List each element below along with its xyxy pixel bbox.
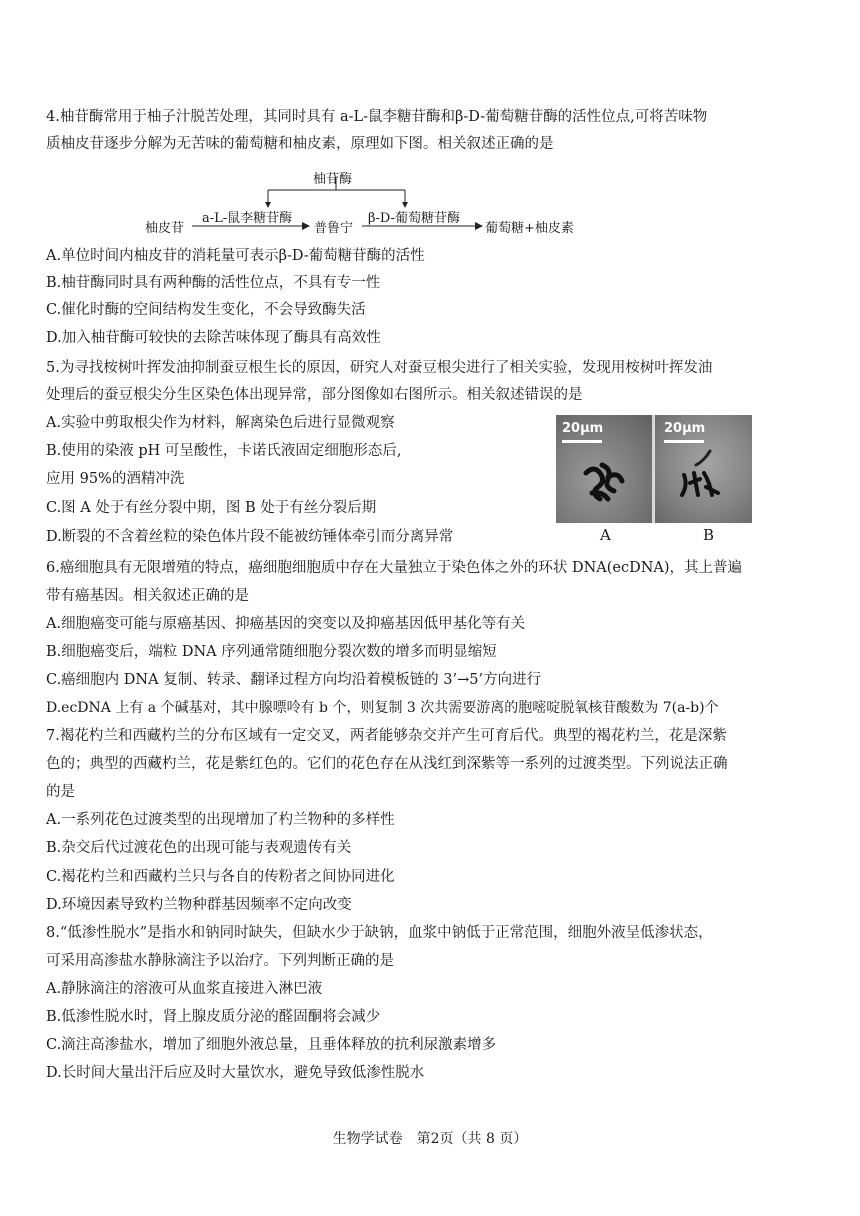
q7-option-b: B.杂交后代过渡花色的出现可能与表观遗传有关 [46,840,352,856]
q6-option-b: B.细胞癌变后，端粒 DNA 序列通常随细胞分裂次数的增多而明显缩短 [46,644,497,660]
q6-stem-line1: 6.癌细胞具有无限增殖的特点，癌细胞细胞质中存在大量独立于染色体之外的环状 DNA(ecDNA)，其上普遍 [46,560,743,576]
q6-option-a: A.细胞癌变可能与原癌基因、抑癌基因的突变以及抑癌基因低甲基化等有关 [46,616,526,632]
q5-stem-line1: 5.为寻找桉树叶挥发油抑制蚕豆根生长的原因，研究人对蚕豆根尖进行了相关实验，发现用桉树叶挥发油 [46,360,713,376]
q7-option-d: D.环境因素导致杓兰物种群基因频率不定向改变 [46,897,352,913]
q8-stem-line1: 8.“低渗性脱水”是指水和钠同时缺失，但缺水少于缺钠，血浆中钠低于正常范围，细胞外液呈低渗状态， [46,925,713,941]
micrograph-figure [556,415,752,523]
q4-stem-line2: 质柚皮苷逐步分解为无苦味的葡萄糖和柚皮素，原理如下图。相关叙述正确的是 [46,136,554,152]
scale-label-a: 20μm [562,421,604,436]
reaction-scheme [140,165,620,245]
q7-stem-line3: 的是 [46,784,75,800]
q8-option-d: D.长时间大量出汗后应及时大量饮水，避免导致低渗性脱水 [46,1065,425,1081]
q7-stem-line2: 色的；典型的西藏杓兰，花是紫红色的。它们的花色存在从浅红到深紫等一系列的过渡类型。下列说法正确 [46,756,728,772]
q8-option-b: B.低渗性脱水时，肾上腺皮质分泌的醛固酮将会减少 [46,1009,381,1025]
q6-option-c: C.癌细胞内 DNA 复制、转录、翻译过程方向均沿着模板链的 3’→5’方向进行 [46,672,542,688]
q6-option-d: D.ecDNA 上有 a 个碱基对，其中腺嘌呤有 b 个，则复制 3 次共需要游离的胞嘧啶脱氧核苷酸数为 7(a-b)个 [46,700,719,716]
q5-option-a: A.实验中剪取根尖作为材料，解离染色后进行显微观察 [46,415,395,431]
scheme-products: 葡萄糖+柚皮素 [485,221,574,236]
q4-stem-line1: 4.柚苷酶常用于柚子汁脱苦处理，其同时具有 a-L-鼠李糖苷酶和β-D-葡萄糖苷酶的活性位点,可将苦味物 [46,109,708,125]
figure-label-b: B [703,526,715,544]
q4-option-d: D.加入柚苷酶可较快的去除苦味体现了酶具有高效性 [46,330,381,346]
scale-bar-b [664,440,704,443]
q7-stem-line1: 7.褐花杓兰和西藏杓兰的分布区域有一定交叉，两者能够杂交并产生可育后代。典型的褐花杓兰，花是深紫 [46,728,727,744]
scheme-intermediate: 普鲁宁 [314,221,354,236]
q6-stem-line2: 带有癌基因。相关叙述正确的是 [46,588,249,604]
q5-option-b-cont: 应用 95%的酒精冲洗 [46,471,185,487]
q4-option-b: B.柚苷酶同时具有两种酶的活性位点，不具有专一性 [46,275,381,291]
q5-option-d: D.断裂的不含着丝粒的染色体片段不能被纺锤体牵引而分离异常 [46,529,454,545]
q5-option-b: B.使用的染液 pH 可呈酸性，卡诺氏液固定细胞形态后, [46,443,402,459]
q8-option-c: C.滴注高渗盐水，增加了细胞外液总量，且垂体释放的抗利尿激素增多 [46,1037,497,1053]
q7-option-c: C.褐花杓兰和西藏杓兰只与各自的传粉者之间协同进化 [46,869,395,885]
figure-label-a: A [600,526,611,544]
page-footer: 生物学试卷 第2页（共 8 页） [332,1131,528,1147]
scheme-substrate: 柚皮苷 [145,221,185,236]
q5-option-c: C.图 A 处于有丝分裂中期，图 B 处于有丝分裂后期 [46,500,377,516]
scale-bar-a [562,440,602,443]
q7-option-a: A.一系列花色过渡类型的出现增加了杓兰物种的多样性 [46,812,395,828]
scheme-step1-enzyme: a-L-鼠李糖苷酶 [202,211,293,226]
scheme-step2-enzyme: β-D-葡萄糖苷酶 [368,211,460,226]
scheme-enzyme: 柚苷酶 [313,172,353,187]
scale-label-b: 20μm [664,421,706,436]
q4-option-a: A.单位时间内柚皮苷的消耗量可表示β-D-葡萄糖苷酶的活性 [46,248,425,264]
q8-stem-line2: 可采用高渗盐水静脉滴注予以治疗。下列判断正确的是 [46,953,394,969]
q8-option-a: A.静脉滴注的溶液可从血浆直接进入淋巴液 [46,981,323,997]
q4-option-c: C.催化时酶的空间结构发生变化，不会导致酶失活 [46,302,366,318]
q5-stem-line2: 处理后的蚕豆根尖分生区染色体出现异常，部分图像如右图所示。相关叙述错误的是 [46,387,583,403]
